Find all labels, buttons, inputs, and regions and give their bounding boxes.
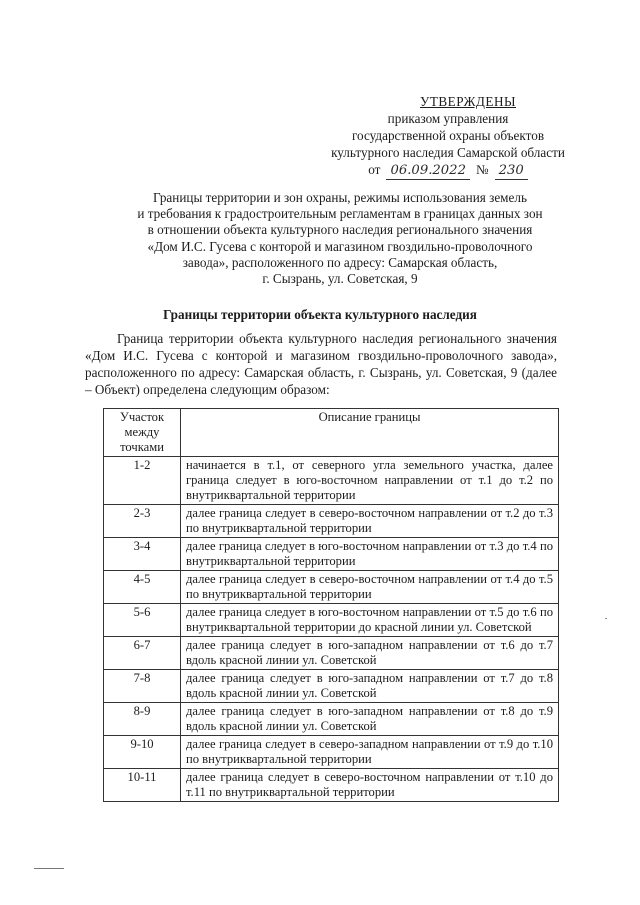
segment-cell: 8-9 — [104, 703, 181, 736]
table-row — [104, 571, 559, 604]
segment-cell: 2-3 — [104, 505, 181, 538]
document-title-line: и требования к градостроительным регламентам в границах данных зон — [137, 206, 543, 222]
document-title — [100, 190, 580, 287]
document-title-line: в отношении объекта культурного наследия регионального значения — [147, 222, 533, 238]
description-cell: начинается в т.1, от северного угла земельного участка, далее граница следует в юго-восточном направлении от т.1 до т.2 по внутриквартальной территории — [181, 457, 559, 505]
number-prefix: № — [475, 162, 489, 177]
description-cell: далее граница следует в северо-западном направлении от т.9 до т.10 по внутриквартальной территории — [181, 736, 559, 769]
table-row — [104, 604, 559, 637]
table-row — [104, 703, 559, 736]
description-cell: далее граница следует в юго-западном направлении от т.6 до т.7 вдоль красной линии ул. Советской — [181, 637, 559, 670]
handwritten-number: 230 — [495, 162, 528, 180]
intro-paragraph: Граница территории объекта культурного наследия регионального значения «Дом И.С. Гусева с конторой и магазином гвоздильно-проволочного завода», расположенного по адресу: Самарская область, г. Сызрань, ул. Советская, 9 (далее – Объект) определена следующим образом: — [85, 331, 557, 397]
table-row — [104, 505, 559, 538]
document-title-line: г. Сызрань, ул. Советская, 9 — [262, 271, 418, 287]
date-prefix: от — [368, 162, 381, 177]
document-title-line: завода», расположенного по адресу: Самарская область, — [182, 254, 498, 270]
table-row — [104, 457, 559, 505]
segment-cell: 9-10 — [104, 736, 181, 769]
table-row — [104, 769, 559, 802]
handwritten-date: 06.09.2022 — [386, 162, 470, 180]
description-cell: далее граница следует в северо-восточном направлении от т.4 до т.5 по внутриквартальной территории — [181, 571, 559, 604]
approval-block — [298, 93, 598, 180]
segment-cell: 1-2 — [104, 457, 181, 505]
description-cell: далее граница следует в юго-западном направлении от т.7 до т.8 вдоль красной линии ул. Советской — [181, 670, 559, 703]
section-heading: Границы территории объекта культурного наследия — [163, 307, 477, 322]
segment-column-header: Участок между точками — [104, 409, 181, 457]
approval-line-1: приказом управления — [387, 111, 509, 126]
description-cell: далее граница следует в юго-восточном направлении от т.3 до т.4 по внутриквартальной территории — [181, 538, 559, 571]
footer-rule — [34, 868, 64, 869]
table-row — [104, 736, 559, 769]
approval-title: УТВЕРЖДЕНЫ — [419, 94, 516, 109]
table-row — [104, 637, 559, 670]
boundary-table — [103, 408, 559, 802]
segment-cell: 3-4 — [104, 538, 181, 571]
approval-line-3: культурного наследия Самарской области — [331, 145, 565, 160]
segment-cell: 6-7 — [104, 637, 181, 670]
segment-cell: 7-8 — [104, 670, 181, 703]
document-title-line: «Дом И.С. Гусева с конторой и магазином гвоздильно-проволочного — [147, 238, 533, 254]
segment-cell: 4-5 — [104, 571, 181, 604]
table-row — [104, 670, 559, 703]
table-header-row — [104, 409, 559, 457]
segment-cell: 10-11 — [104, 769, 181, 802]
segment-cell: 5-6 — [104, 604, 181, 637]
document-title-line: Границы территории и зон охраны, режимы использования земель — [153, 190, 527, 205]
scan-speck — [605, 618, 607, 619]
description-column-header: Описание границы — [181, 409, 559, 457]
description-cell: далее граница следует в северо-восточном направлении от т.2 до т.3 по внутриквартальной территории — [181, 505, 559, 538]
approval-date-line — [298, 161, 598, 180]
description-cell: далее граница следует в юго-восточном направлении от т.5 до т.6 по внутриквартальной территории до красной линии ул. Советской — [181, 604, 559, 637]
table-row — [104, 538, 559, 571]
description-cell: далее граница следует в северо-восточном направлении от т.10 до т.11 по внутриквартальной территории — [181, 769, 559, 802]
approval-line-2: государственной охраны объектов — [351, 128, 545, 143]
description-cell: далее граница следует в юго-западном направлении от т.8 до т.9 вдоль красной линии ул. Советской — [181, 703, 559, 736]
